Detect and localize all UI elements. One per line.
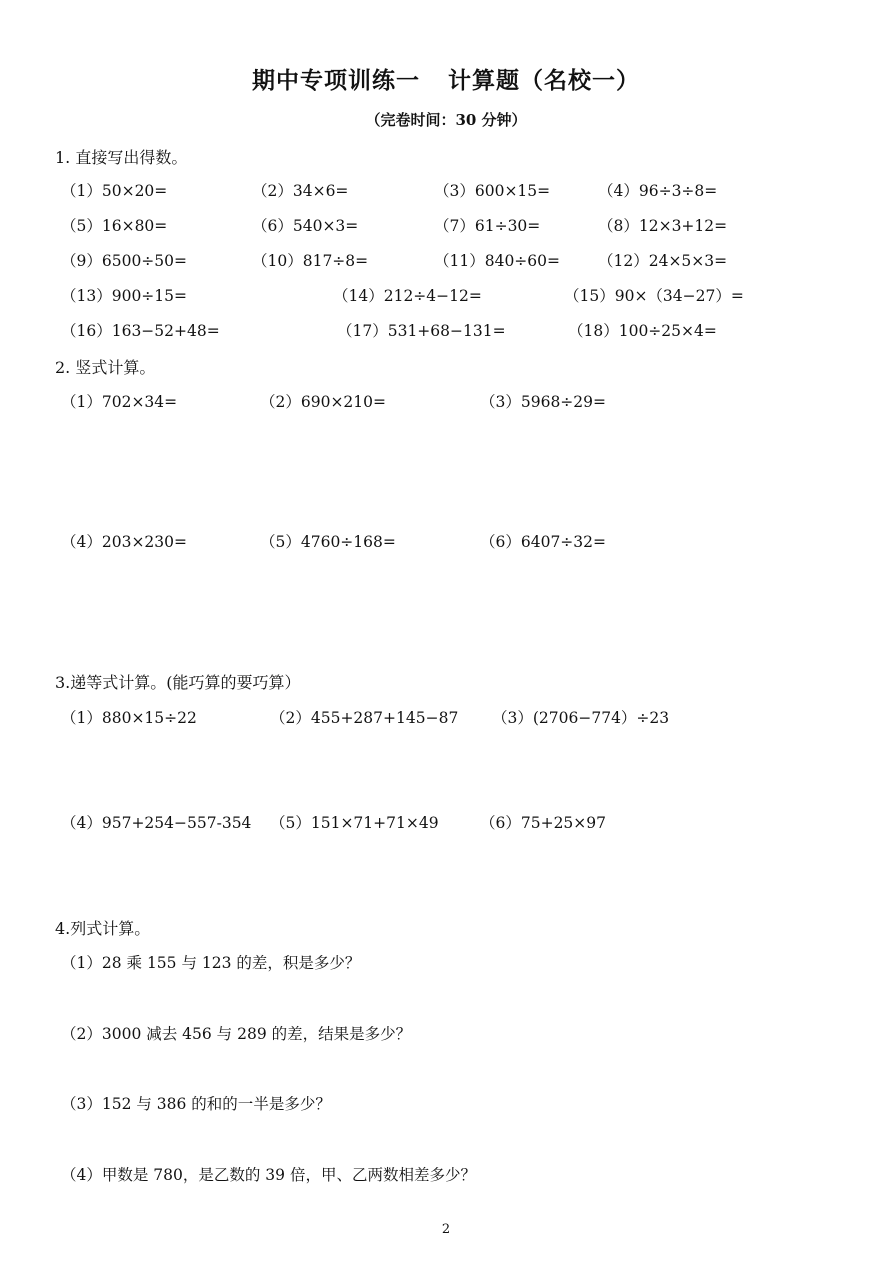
problem-item: （17）531+68−131=: [337, 322, 506, 340]
problem-item: （1）702×34=: [61, 393, 178, 411]
section1-row: [0, 319, 892, 341]
section2-heading: 2. 竖式计算。: [55, 358, 156, 377]
problem-item: （8）12×3+12=: [598, 217, 728, 235]
section4-heading: 4.列式计算。: [55, 919, 151, 938]
problem-item: （10）817÷8=: [252, 252, 369, 270]
problem-item: （3）(2706−774）÷23: [492, 709, 670, 727]
problem-item: （2）455+287+145−87: [270, 709, 459, 727]
problem-item: （4）203×230=: [61, 533, 188, 551]
problem-item: （6）540×3=: [252, 217, 359, 235]
problem-item: （13）900÷15=: [61, 287, 188, 305]
problem-item: （16）163−52+48=: [61, 322, 220, 340]
problem-item: （3）600×15=: [434, 182, 551, 200]
section1-row: [0, 249, 892, 271]
section1-row: [0, 214, 892, 236]
problem-item: （6）6407÷32=: [480, 533, 607, 551]
problem-item: （15）90×（34−27）=: [564, 287, 744, 305]
problem-item: （5）16×80=: [61, 217, 168, 235]
section1-row: [0, 179, 892, 201]
page-number: 2: [441, 1222, 451, 1237]
problem-item: （4）96÷3÷8=: [598, 182, 718, 200]
section1-heading: 1. 直接写出得数。: [55, 148, 188, 167]
problem-item: （6）75+25×97: [480, 814, 607, 832]
section3-row: [0, 811, 892, 833]
problem-item: （11）840÷60=: [434, 252, 561, 270]
word-problem: （4）甲数是 780，是乙数的 39 倍，甲、乙两数相差多少？: [61, 1166, 476, 1184]
problem-item: （7）61÷30=: [434, 217, 541, 235]
word-problem: （3）152 与 386 的和的一半是多少？: [61, 1095, 331, 1113]
problem-item: （12）24×5×3=: [598, 252, 728, 270]
problem-item: （5）151×71+71×49: [270, 814, 439, 832]
section3-heading: 3.递等式计算。(能巧算的要巧算）: [55, 673, 301, 692]
problem-item: （4）957+254−557-354: [61, 814, 252, 832]
problem-item: （2）690×210=: [260, 393, 387, 411]
word-problem: （1）28 乘 155 与 123 的差，积是多少？: [61, 954, 361, 972]
title-part1: 期中专项训练一: [252, 68, 420, 94]
section2-row: [0, 530, 892, 552]
section1-row: [0, 284, 892, 306]
page-subtitle: （完卷时间：30 分钟）: [365, 111, 527, 129]
problem-item: （9）6500÷50=: [61, 252, 188, 270]
problem-item: （18）100÷25×4=: [568, 322, 717, 340]
problem-item: （3）5968÷29=: [480, 393, 607, 411]
problem-item: （2）34×6=: [252, 182, 349, 200]
page-title: [0, 62, 892, 95]
title-part2: 计算题（名校一）: [448, 68, 640, 94]
problem-item: （5）4760÷168=: [260, 533, 396, 551]
problem-item: （14）212÷4−12=: [333, 287, 482, 305]
section2-row: [0, 390, 892, 412]
word-problem: （2）3000 减去 456 与 289 的差，结果是多少？: [61, 1025, 412, 1043]
problem-item: （1）880×15÷22: [61, 709, 197, 727]
problem-item: （1）50×20=: [61, 182, 168, 200]
section3-row: [0, 706, 892, 728]
